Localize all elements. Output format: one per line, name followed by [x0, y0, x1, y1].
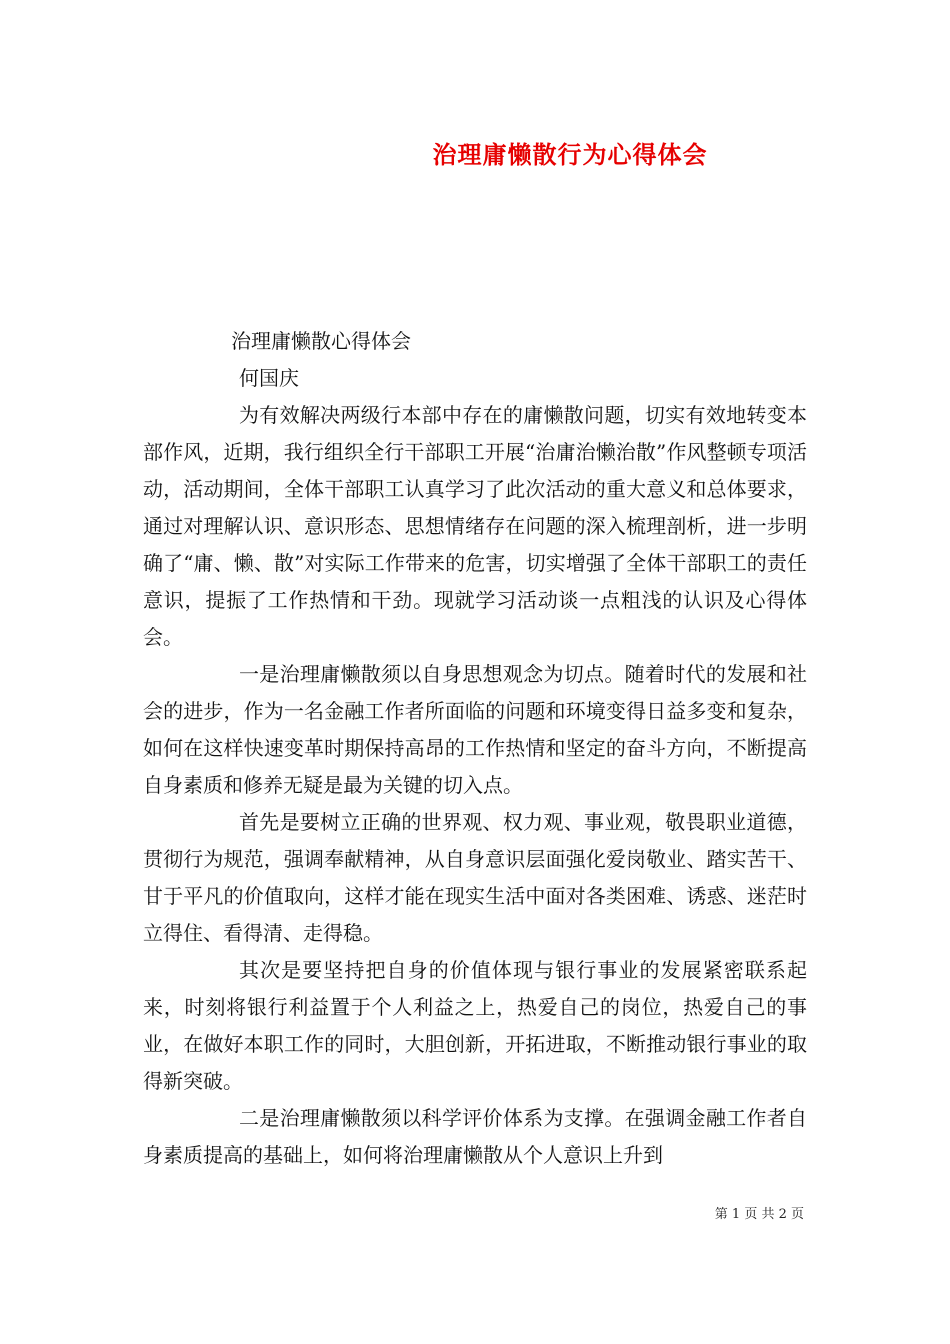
document-title: 治理庸懒散行为心得体会	[432, 140, 708, 169]
document-subtitle: 治理庸懒散心得体会	[231, 329, 411, 353]
paragraph-point-two: 二是治理庸懒散须以科学评价体系为支撑。在强调金融工作者自身素质提高的基础上，如何将治理庸懒散从个人意识上升到	[143, 1106, 807, 1167]
paragraph-intro: 为有效解决两级行本部中存在的庸懒散问题，切实有效地转变本部作风，近期，我行组织全行干部职工开展“治庸治懒治散”作风整顿专项活动，活动期间，全体干部职工认真学习了此次活动的重大意义和总体要求，通过对理解认识、意识形态、思想情绪存在问题的深入梳理剖析，进一步明确了“庸、懒、散”对实际工作带来的危害，切实增强了全体干部职工的责任意识，提振了工作热情和干劲。现就学习活动谈一点粗浅的认识及心得体会。	[143, 403, 807, 649]
page-number: 第 1 页 共 2 页	[714, 1207, 804, 1222]
paragraph-firstly: 首先是要树立正确的世界观、权力观、事业观，敬畏职业道德，贯彻行为规范，强调奉献精神，从自身意识层面强化爱岗敬业、踏实苦干、甘于平凡的价值取向，这样才能在现实生活中面对各类困难、诱惑、迷茫时立得住、看得清、走得稳。	[143, 810, 807, 945]
document-author: 何国庆	[239, 366, 299, 390]
paragraph-secondly: 其次是要坚持把自身的价值体现与银行事业的发展紧密联系起来，时刻将银行利益置于个人利益之上，热爱自己的岗位，热爱自己的事业，在做好本职工作的同时，大胆创新，开拓进取，不断推动银行事业的取得新突破。	[143, 958, 807, 1093]
paragraph-point-one: 一是治理庸懒散须以自身思想观念为切点。随着时代的发展和社会的进步，作为一名金融工作者所面临的问题和环境变得日益多变和复杂，如何在这样快速变革时期保持高昂的工作热情和坚定的奋斗方向，不断提高自身素质和修养无疑是最为关键的切入点。	[143, 662, 807, 797]
document-body	[143, 323, 807, 1174]
